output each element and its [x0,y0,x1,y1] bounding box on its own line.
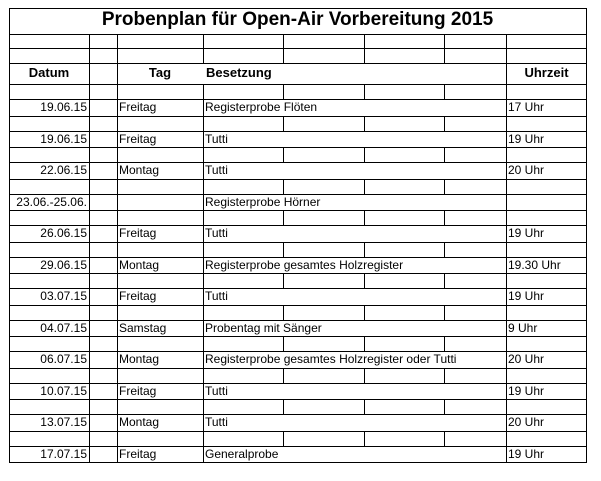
grid-column-line [506,242,507,257]
grid-column-line [506,210,507,225]
grid-column-line [203,288,204,305]
grid-column-line [89,305,90,320]
grid-column-line [203,162,204,179]
grid-column-line [89,446,90,462]
cell-date: 19.06.15 [40,132,87,146]
grid-column-line [506,399,507,414]
grid-line [9,242,587,243]
grid-column-line [506,320,507,336]
grid-column-line [506,179,507,194]
cell-date: 26.06.15 [40,226,87,240]
grid-column-line [283,336,284,351]
grid-line [9,368,587,369]
grid-column-line [506,368,507,383]
grid-column-line [89,116,90,131]
header-bottom-line [9,84,587,85]
grid-column-line [364,305,365,320]
grid-column-line [283,147,284,162]
grid-column-line [117,84,118,99]
grid-column-line [364,399,365,414]
grid-column-line [506,288,507,305]
grid-column-line [283,305,284,320]
grid-column-line [89,162,90,179]
grid-column-line [506,336,507,351]
cell-cast: Registerprobe Hörner [205,195,321,209]
grid-column-line [444,147,445,162]
grid-column-line [117,257,118,273]
grid-column-line [444,336,445,351]
grid-column-line [203,431,204,446]
grid-column-line [89,414,90,431]
grid-column-line [364,34,365,63]
cell-time: 20 Uhr [508,415,545,429]
grid-column-line [117,210,118,225]
grid-column-line [203,414,204,431]
grid-column-line [364,368,365,383]
cell-day: Freitag [119,289,157,303]
grid-column-line [444,273,445,288]
cell-day: Montag [119,352,160,366]
grid-column-line [203,242,204,257]
grid-line [9,383,587,384]
grid-column-line [117,351,118,368]
grid-column-line [283,84,284,99]
grid-column-line [506,225,507,242]
grid-column-line [89,288,90,305]
grid-column-line [117,179,118,194]
header-date: Datum [28,65,70,80]
grid-column-line [117,320,118,336]
cell-cast: Tutti [205,163,228,177]
grid-column-line [89,34,90,63]
cell-day: Freitag [119,100,157,114]
cell-date: 10.07.15 [40,384,87,398]
grid-column-line [283,210,284,225]
grid-column-line [444,210,445,225]
grid-line [9,225,587,226]
grid-column-line [506,383,507,399]
cell-cast: Tutti [205,132,228,146]
grid-column-line [444,431,445,446]
grid-column-line [89,179,90,194]
grid-line [9,414,587,415]
grid-column-line [283,368,284,383]
grid-column-line [89,63,90,84]
grid-column-line [89,399,90,414]
sheet-title: Probenplan für Open-Air Vorbereitung 2015 [101,9,494,30]
grid-column-line [283,34,284,63]
cell-time: 19 Uhr [508,447,545,461]
grid-line [9,147,587,148]
grid-column-line [506,273,507,288]
grid-line [9,48,587,49]
grid-column-line [89,99,90,116]
grid-line [9,210,587,211]
grid-column-line [203,147,204,162]
grid-column-line [203,194,204,210]
cell-day: Montag [119,415,160,429]
grid-column-line [444,242,445,257]
cell-time: 19 Uhr [508,226,545,240]
grid-column-line [89,351,90,368]
grid-column-line [444,116,445,131]
grid-column-line [117,336,118,351]
grid-column-line [117,446,118,462]
title-bottom-line [9,34,587,35]
cell-time: 20 Uhr [508,163,545,177]
cell-date: 03.07.15 [40,289,87,303]
cell-date: 13.07.15 [40,415,87,429]
grid-line [9,179,587,180]
cell-day: Freitag [119,132,157,146]
grid-column-line [89,131,90,147]
grid-column-line [89,210,90,225]
grid-column-line [89,383,90,399]
grid-column-line [117,194,118,210]
cell-day: Freitag [119,447,157,461]
cell-day: Samstag [119,321,167,335]
grid-column-line [444,84,445,99]
grid-column-line [89,257,90,273]
grid-column-line [203,336,204,351]
grid-column-line [203,131,204,147]
grid-column-line [506,147,507,162]
cell-time: 19 Uhr [508,132,545,146]
cell-day: Freitag [119,226,157,240]
grid-column-line [506,131,507,147]
grid-line [9,288,587,289]
grid-column-line [203,383,204,399]
grid-column-line [506,446,507,462]
grid-column-line [444,368,445,383]
cell-cast: Tutti [205,289,228,303]
grid-column-line [203,305,204,320]
border-top [9,8,587,9]
cell-time: 19 Uhr [508,289,545,303]
grid-line [9,162,587,163]
grid-column-line [364,431,365,446]
grid-column-line [506,84,507,99]
cell-time: 19.30 Uhr [508,258,561,272]
grid-column-line [89,431,90,446]
grid-column-line [364,147,365,162]
grid-column-line [89,242,90,257]
grid-column-line [364,116,365,131]
grid-column-line [89,368,90,383]
header-day: Tag [148,65,172,80]
grid-column-line [444,305,445,320]
grid-column-line [203,179,204,194]
grid-column-line [203,210,204,225]
cell-cast: Probentag mit Sänger [205,321,322,335]
grid-column-line [117,242,118,257]
grid-line [9,431,587,432]
cell-cast: Registerprobe gesamtes Holzregister oder Tutti [205,352,457,366]
grid-column-line [117,414,118,431]
grid-line [9,446,587,447]
grid-column-line [364,179,365,194]
grid-column-line [364,242,365,257]
cell-date: 19.06.15 [40,100,87,114]
cell-date: 23.06.-25.06. [16,195,87,209]
cell-time: 17 Uhr [508,100,545,114]
cell-cast: Tutti [205,226,228,240]
cell-day: Freitag [119,384,157,398]
border-right [586,8,587,463]
grid-column-line [89,147,90,162]
grid-column-line [283,431,284,446]
grid-column-line [444,399,445,414]
grid-column-line [89,273,90,288]
grid-column-line [506,116,507,131]
grid-column-line [444,179,445,194]
grid-column-line [364,336,365,351]
grid-column-line [203,257,204,273]
grid-column-line [506,305,507,320]
cell-time: 20 Uhr [508,352,545,366]
grid-column-line [283,273,284,288]
cell-cast: Tutti [205,384,228,398]
grid-column-line [117,99,118,116]
grid-column-line [89,84,90,99]
grid-column-line [117,147,118,162]
grid-line [9,399,587,400]
cell-cast: Generalprobe [205,447,279,461]
grid-column-line [117,225,118,242]
grid-column-line [89,225,90,242]
cell-cast: Tutti [205,415,228,429]
grid-column-line [283,242,284,257]
grid-column-line [506,431,507,446]
grid-line [9,273,587,274]
grid-column-line [203,446,204,462]
grid-line [9,131,587,132]
grid-column-line [506,414,507,431]
grid-column-line [203,84,204,99]
cell-time: 19 Uhr [508,384,545,398]
grid-column-line [117,368,118,383]
grid-line [9,336,587,337]
grid-column-line [89,336,90,351]
grid-column-line [283,399,284,414]
grid-column-line [117,399,118,414]
grid-column-line [203,368,204,383]
grid-column-line [117,131,118,147]
header-time: Uhrzeit [524,65,569,80]
grid-column-line [283,116,284,131]
header-cast: Besetzung [206,65,272,80]
cell-date: 29.06.15 [40,258,87,272]
grid-line [9,305,587,306]
cell-day: Montag [119,163,160,177]
grid-column-line [117,431,118,446]
grid-column-line [203,399,204,414]
grid-column-line [117,116,118,131]
grid-column-line [444,34,445,63]
cell-date: 06.07.15 [40,352,87,366]
grid-column-line [203,34,204,63]
grid-column-line [506,257,507,273]
cell-cast: Registerprobe Flöten [205,100,318,114]
cell-date: 04.07.15 [40,321,87,335]
grid-column-line [203,351,204,368]
grid-column-line [117,305,118,320]
border-bottom [9,462,587,463]
grid-column-line [506,351,507,368]
grid-column-line [117,34,118,63]
grid-column-line [203,273,204,288]
grid-column-line [203,225,204,242]
grid-column-line [364,273,365,288]
cell-date: 17.07.15 [40,447,87,461]
cell-day: Montag [119,258,160,272]
grid-column-line [506,34,507,63]
grid-line [9,116,587,117]
grid-column-line [117,162,118,179]
grid-column-line [89,194,90,210]
grid-column-line [203,116,204,131]
cell-time: 9 Uhr [508,321,538,335]
grid-line [9,63,587,64]
grid-column-line [117,383,118,399]
grid-column-line [506,99,507,116]
cell-date: 22.06.15 [40,163,87,177]
grid-column-line [364,84,365,99]
grid-column-line [117,273,118,288]
grid-column-line [506,162,507,179]
grid-column-line [203,320,204,336]
cell-cast: Registerprobe gesamtes Holzregister [205,258,404,272]
grid-column-line [506,194,507,210]
grid-column-line [117,288,118,305]
grid-column-line [364,210,365,225]
grid-column-line [203,99,204,116]
grid-column-line [283,179,284,194]
grid-column-line [89,320,90,336]
